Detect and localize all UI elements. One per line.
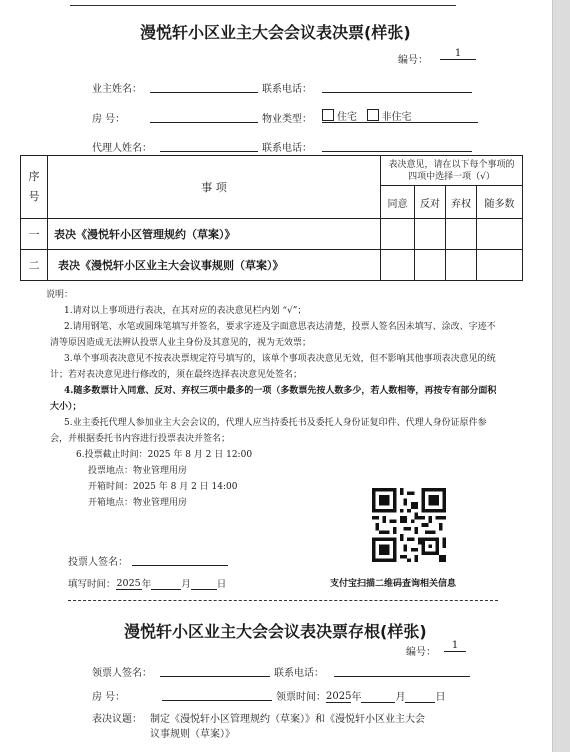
top-rule: [70, 5, 456, 6]
option-oppose: 反对: [415, 186, 446, 219]
day-unit: 日: [216, 579, 227, 590]
fill-time: [68, 576, 226, 590]
stub-day-unit: 日: [435, 692, 446, 703]
stub-phone-label: 联系电话：: [274, 668, 324, 679]
stub-receiver-field[interactable]: [160, 664, 270, 677]
qr-code[interactable]: [372, 488, 446, 562]
stub-receive-time: [276, 688, 445, 703]
table-row: [21, 250, 523, 281]
row2-oppose-cell[interactable]: [415, 250, 446, 281]
stub-agenda-text: 制定《漫悦轩小区管理规约（草案）》和《漫悦轩小区业主大会: [150, 714, 425, 725]
page-edge: [552, 0, 570, 752]
stub-month-unit: 月: [395, 692, 406, 703]
property-type-options: [322, 108, 478, 123]
table-row: [21, 219, 523, 250]
owner-name-label: 业主姓名：: [92, 84, 142, 95]
residence-label: 住宅: [337, 112, 357, 123]
fill-month-field[interactable]: [151, 578, 181, 590]
stub-month-field[interactable]: [361, 691, 395, 703]
stub-serial-label: 编号：: [406, 647, 436, 658]
note-5: 5.业主委托代理人参加业主大会会议的，代理人应当持委托书及委托人身份证复印件、代理人身份证原件参会，并根据委托书内容进行投票表决并签名；: [50, 418, 487, 444]
stub-receiver-label: 领票人签名：: [92, 668, 152, 679]
agent-phone-field[interactable]: [322, 139, 472, 152]
note-6: 6.投票截止时间：2025 年 8 月 2 日 12:00: [76, 450, 253, 460]
row-no: 二: [21, 250, 48, 281]
row1-majority-cell[interactable]: [477, 219, 523, 250]
stub-room-field[interactable]: [162, 688, 272, 701]
col-item-header: 事 项: [48, 156, 381, 219]
stub-receive-time-label: 领票时间：: [276, 692, 326, 703]
fill-year[interactable]: 2025: [116, 578, 141, 589]
month-unit: 月: [181, 579, 191, 590]
col-no-header: [21, 156, 48, 219]
owner-name-field[interactable]: [150, 80, 258, 93]
note-3: 3.单个事项表决意见不按表决票规定符号填写的，该单个事项表决意见无效，但不影响其他事项表决意见的统计；若对表决意见进行修改的，须在最终选择表决意见处签名；: [50, 354, 496, 380]
col-no-char2: 号: [28, 190, 40, 203]
notes-heading: 说明：: [46, 290, 74, 300]
row2-abstain-cell[interactable]: [446, 250, 477, 281]
qr-caption: 支付宝扫描二维码查询相关信息: [330, 579, 457, 589]
note-4: 4.随多数票计入同意、反对、弃权三项中最多的一项（多数票先按人数多少，若人数相等，再按专有部分面积大小）；: [50, 386, 497, 412]
vote-place: 投票地点：物业管理用房: [88, 466, 188, 476]
count-time: 开箱时间：2025 年 8 月 2 日 14:00: [88, 482, 238, 492]
voter-sign-label: 投票人签名：: [68, 557, 128, 568]
fill-time-label: 填写时间：: [68, 579, 116, 590]
non-residence-label: 非住宅: [381, 112, 412, 123]
row-no: 一: [21, 219, 48, 250]
non-residence-checkbox[interactable]: [367, 109, 379, 121]
row-item: 表决《漫悦轩小区业主大会议事规则（草案）》: [48, 250, 381, 281]
agent-name-label: 代理人姓名：: [92, 143, 152, 154]
stub-receive-year[interactable]: 2025: [326, 691, 352, 702]
phone-field[interactable]: [322, 80, 472, 93]
property-type-label: 物业类型：: [262, 114, 312, 125]
row1-agree-cell[interactable]: [381, 219, 415, 250]
note-2: 2.请用钢笔、水笔或圆珠笔填写并签名，要求字迹及字面意思表达清楚，投票人签名因未填写、涂改、字迹不清等原因造成无法辨认投票人业主身份及其意见的，视为无效票；: [50, 322, 496, 348]
row-item: 表决《漫悦轩小区管理规约（草案）》: [48, 219, 381, 250]
stub-phone-field[interactable]: [334, 664, 470, 677]
stub-day-field[interactable]: [405, 691, 435, 703]
option-agree: 同意: [381, 186, 415, 219]
col-no-char1: 序: [28, 170, 40, 183]
row2-agree-cell[interactable]: [381, 250, 415, 281]
serial-label: 编号：: [398, 55, 428, 66]
phone-label: 联系电话：: [262, 84, 312, 95]
option-follow-majority: 随多数: [477, 186, 523, 219]
option-abstain: 弃权: [446, 186, 477, 219]
opinion-header: 表决意见，请在以下每个事项的四项中选择一项（√）: [381, 156, 523, 186]
stub-title: 漫悦轩小区业主大会会议表决票存根(样张): [124, 622, 427, 641]
row1-oppose-cell[interactable]: [415, 219, 446, 250]
agent-phone-label: 联系电话：: [262, 143, 312, 154]
year-unit: 年: [141, 579, 152, 590]
fill-day-field[interactable]: [191, 578, 217, 590]
vote-table: [20, 155, 523, 281]
tear-line: [68, 600, 498, 601]
stub-agenda-text-2: 议事规则（草案）》: [150, 729, 235, 740]
room-label: 房 号：: [92, 114, 126, 125]
agent-name-field[interactable]: [160, 139, 258, 152]
row2-majority-cell[interactable]: [477, 250, 523, 281]
row1-abstain-cell[interactable]: [446, 219, 477, 250]
room-field[interactable]: [150, 110, 258, 123]
stub-year-unit: 年: [351, 692, 362, 703]
stub-room-label: 房 号：: [92, 692, 126, 703]
stub-agenda-label: 表决议题：: [92, 714, 142, 725]
residence-checkbox[interactable]: [322, 109, 334, 121]
voter-sign-field[interactable]: [132, 553, 228, 566]
note-1: 1.请对以上事项进行表决，在其对应的表决意见栏内划 “√”；: [64, 306, 307, 316]
serial-value: 1: [440, 48, 476, 60]
ballot-title: 漫悦轩小区业主大会会议表决票(样张): [140, 23, 411, 42]
stub-serial-value: 1: [444, 640, 466, 652]
notes-section: [46, 287, 498, 511]
count-place: 开箱地点：物业管理用房: [88, 498, 188, 508]
